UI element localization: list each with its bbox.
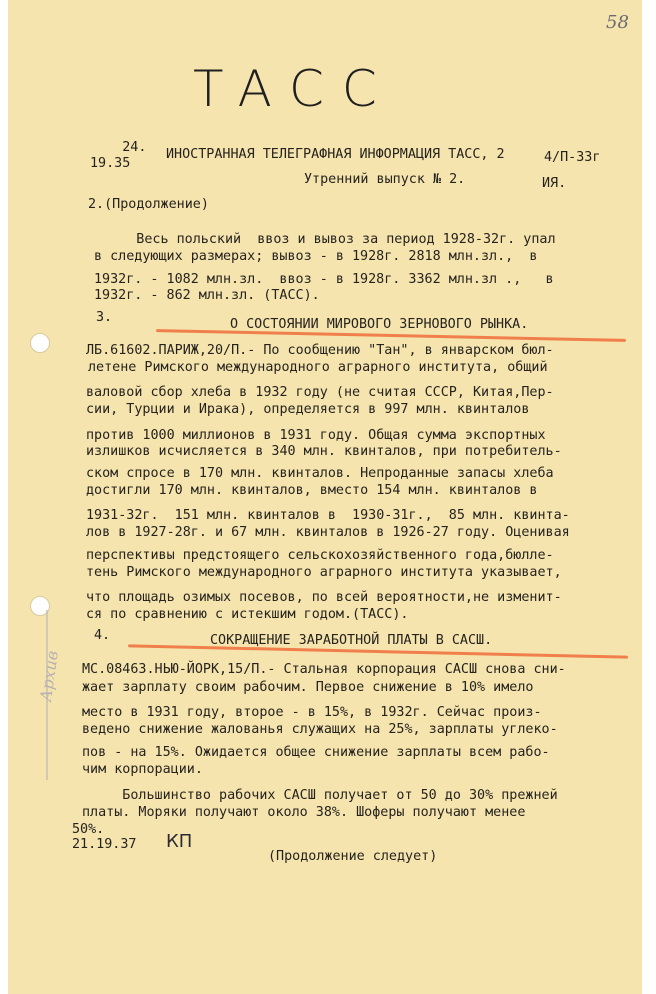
- text-line-5: 1932г. - 862 млн.зл. (ТАСС).: [94, 288, 320, 303]
- text-line-29: чим корпорации.: [82, 762, 203, 777]
- text-line-25: жает зарплату своим рабочим. Первое снижение в 10% имело: [82, 680, 534, 695]
- agency-heading: TACC: [193, 60, 395, 118]
- text-line-32: 50%.: [72, 822, 105, 837]
- header-edition: Утренний выпуск № 2.: [304, 172, 466, 187]
- text-line-12: против 1000 миллионов в 1931 году. Общая сумма экспортных: [86, 428, 546, 443]
- archive-page-number: 58: [606, 12, 629, 33]
- text-line-20: что площадь озимых посевов, по всей вероятности,не изменит-: [86, 590, 562, 605]
- section-4-number: 4.: [94, 628, 111, 643]
- continuation-note: (Продолжение следует): [268, 849, 438, 864]
- text-line-9: летене Римского международного аграрного института, общий: [88, 360, 548, 375]
- text-line-17: лов в 1927-28г. и 67 млн. квинталов в 1926-27 году. Оценивая: [86, 525, 570, 540]
- text-line-21: ся по сравнению с истекшим годом.(ТАСС).: [86, 607, 409, 622]
- text-line-13: излишков исчисляется в 340 млн. квинталов, при потребитель-: [86, 444, 562, 459]
- section-3-title: О СОСТОЯНИИ МИРОВОГО ЗЕРНОВОГО РЫНКА.: [230, 317, 529, 332]
- text-line-26: место в 1931 году, второе - в 15%, в 1932г. Сейчас произ-: [82, 705, 542, 720]
- text-line-1: 2.(Продолжение): [88, 197, 209, 212]
- section-3-number: 3.: [96, 310, 113, 325]
- text-line-16: 1931-32г. 151 млн. квинталов в 1930-31г., 85 млн. квинта-: [86, 508, 570, 523]
- text-line-3: в следующих размерах; вывоз - в 1928г. 2818 млн.зл., в: [94, 249, 538, 264]
- text-line-4: 1932г. - 1082 млн.зл. ввоз - в 1928г. 3362 млн.зл ., в: [94, 272, 554, 287]
- text-line-15: достигли 170 млн. квинталов, вместо 154 млн. квинталов в: [86, 483, 538, 498]
- text-line-8: ЛБ.61602.ПАРИЖ,20/П.- По сообщению "Тан", в январском бюл-: [86, 343, 554, 358]
- text-line-10: валовой сбор хлеба в 1932 году (не считая СССР, Китая,Пер-: [86, 385, 554, 400]
- section-4-title: СОКРАЩЕНИЕ ЗАРАБОТНОЙ ПЛАТЫ В САСШ.: [210, 633, 493, 648]
- header-time-text: 24. 19.35: [90, 140, 147, 171]
- header-code: 4/П-33г: [544, 150, 601, 165]
- document-sheet: [8, 0, 642, 994]
- text-line-30: Большинство рабочих САСШ получает от 50 до 30% прежней: [82, 788, 558, 803]
- text-line-19: тень Римского международного аграрного института указывает,: [86, 565, 562, 580]
- header-edition-suffix: ИЯ.: [542, 176, 567, 191]
- text-line-27: ведено снижение жалованья служащих на 25%, зарплаты углеко-: [82, 722, 558, 737]
- text-line-11: сии, Турции и Ирака), определяется в 997 млн. квинталов: [86, 402, 530, 417]
- text-line-28: пов - на 15%. Ожидается общее снижение зарплаты всем рабо-: [82, 745, 550, 760]
- text-line-2: Весь польский ввоз и вывоз за период 1928-32г. упал: [96, 232, 556, 247]
- text-line-18: перспективы предстоящего сельскохозяйственного года,бюлле-: [86, 548, 554, 563]
- operator-signature: КП: [166, 831, 193, 852]
- text-line-24: МС.08463.НЬЮ-ЙОРК,15/П.- Стальная корпорация САСШ снова сни-: [82, 662, 566, 677]
- punch-hole-top: [30, 333, 50, 353]
- header-time: [90, 124, 146, 188]
- footer-time: 21.19.37: [72, 837, 137, 852]
- header-title: ИНОСТРАННАЯ ТЕЛЕГРАФНАЯ ИНФОРМАЦИЯ ТАСС, 2: [166, 147, 505, 162]
- margin-note: Архив: [36, 649, 62, 703]
- paper-edge: [642, 0, 656, 994]
- text-line-14: ском спросе в 170 млн. квинталов. Непроданные запасы хлеба: [86, 466, 554, 481]
- text-line-31: платы. Моряки получают около 38%. Шоферы получают менее: [82, 805, 526, 820]
